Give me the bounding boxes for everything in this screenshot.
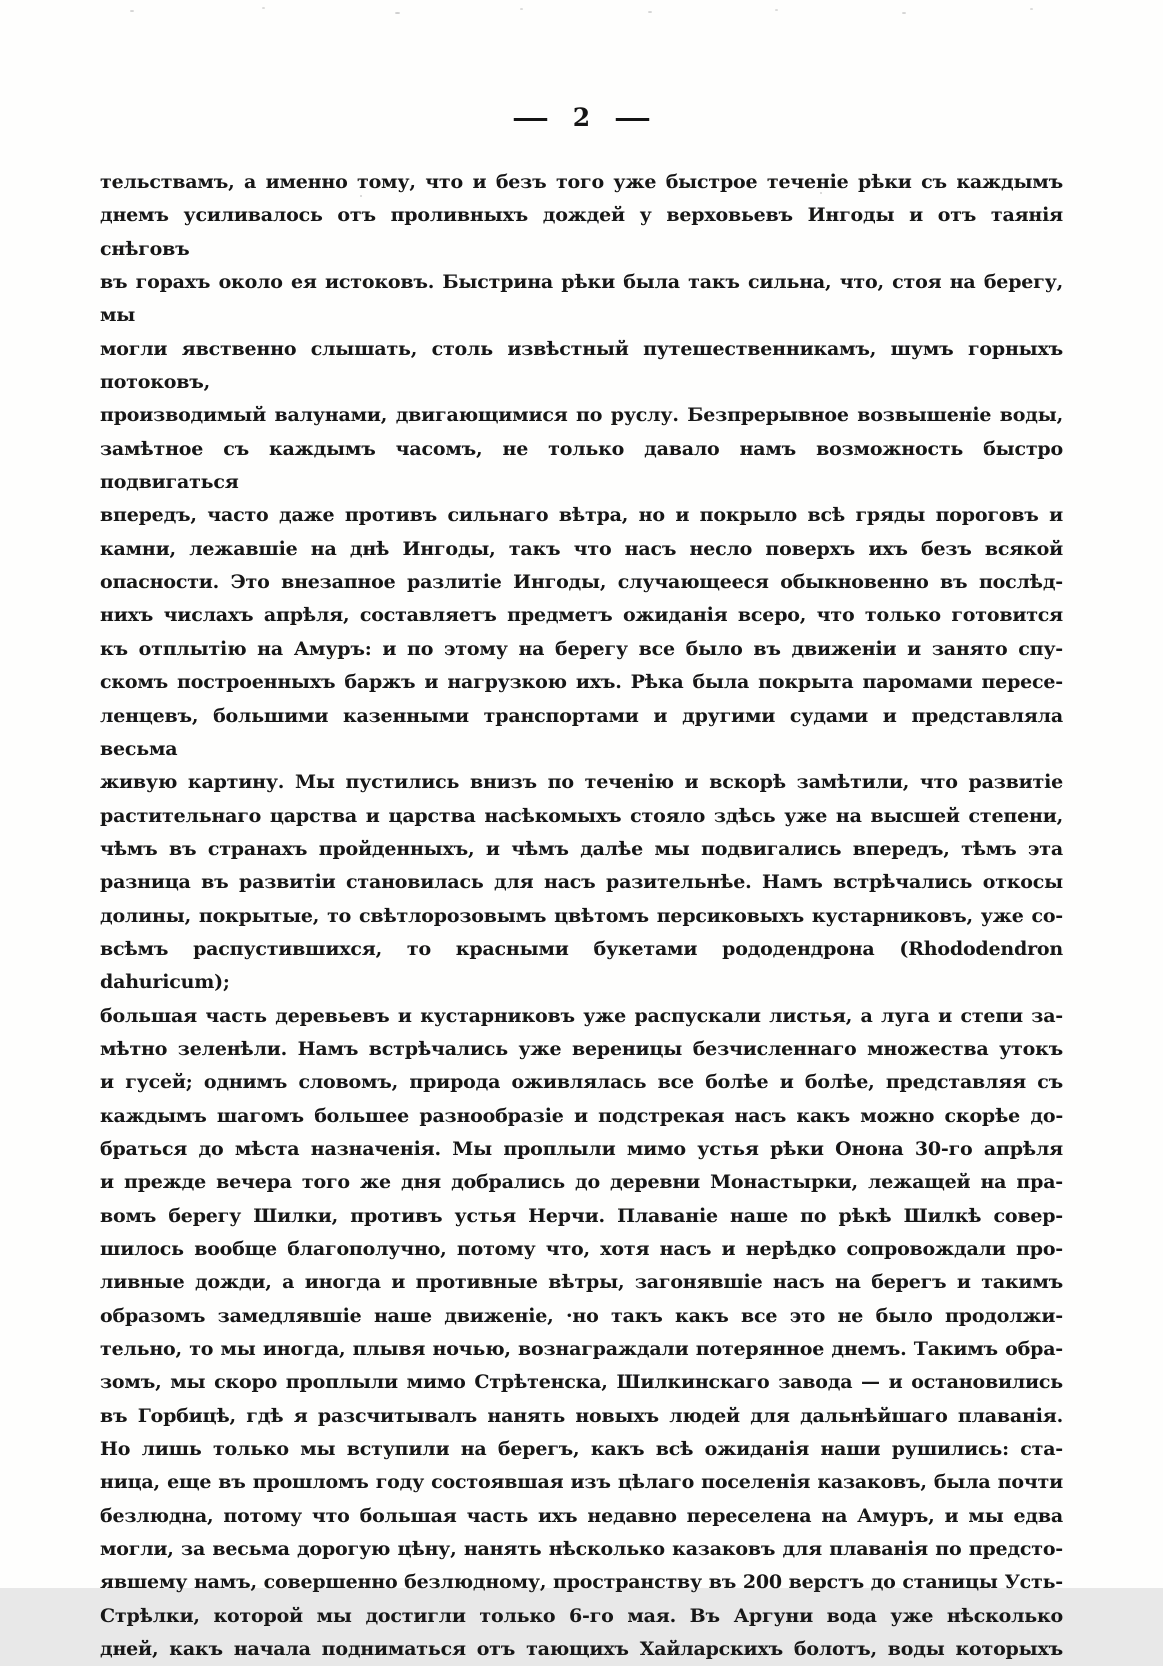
- text-line: ленцевъ, большими казенными транспортами и другими судами и представляла весьма: [100, 704, 1063, 760]
- page-header: [0, 103, 1163, 132]
- text-line: и прежде вечера того же дня добрались до деревни Монастырки, лежащей на пра-: [100, 1171, 1063, 1194]
- text-line: замѣтное съ каждымъ часомъ, не только давало намъ возможность быстро подвигаться: [100, 437, 1063, 494]
- text-line: чѣмъ въ странахъ пройденныхъ, и чѣмъ далѣе мы подвигались впередъ, тѣмъ эта: [100, 837, 1063, 860]
- text-line: браться до мѣста назначенія. Мы проплыли мимо устья рѣки Онона 30-го апрѣля: [100, 1137, 1063, 1160]
- text-line: долины, покрытые, то свѣтлорозовымъ цвѣтомъ персиковыхъ кустарниковъ, уже со-: [100, 904, 1063, 927]
- text-line: большая часть деревьевъ и кустарниковъ уже распускали листья, а луга и степи за-: [100, 1004, 1063, 1027]
- text-line: живую картину. Мы пустились внизъ по теченію и вскорѣ замѣтили, что развитіе: [100, 771, 1063, 794]
- scan-speck: [1030, 8, 1033, 10]
- text-line: производимый валунами, двигающимися по руслу. Безпрерывное возвышеніе воды,: [100, 404, 1063, 427]
- text-line: тельствамъ, а именно тому, что и безъ того уже быстрое теченіе рѣки съ каждымъ: [100, 171, 1063, 193]
- page-number: 2: [572, 103, 591, 132]
- text-line: зомъ, мы скоро проплыли мимо Стрѣтенска, Шилкинскаго завода — и остановились: [100, 1371, 1063, 1394]
- text-line: скомъ построенныхъ баржъ и нагрузкою ихъ. Рѣка была покрыта паромами пересе-: [100, 671, 1063, 694]
- text-line: дней, какъ начала подниматься отъ тающихъ Хайларскихъ болотъ, воды которыхъ: [100, 1638, 1063, 1661]
- text-line: мѣтно зеленѣли. Намъ встрѣчались уже вереницы безчисленнаго множества утокъ: [100, 1037, 1063, 1060]
- text-line: и гусей; однимъ словомъ, природа оживлялась все болѣе и болѣе, представляя съ: [100, 1071, 1063, 1094]
- text-line: ница, еще въ прошломъ году состоявшая изъ цѣлаго поселенія казаковъ, была почти: [100, 1471, 1063, 1494]
- text-line: вомъ берегу Шилки, противъ устья Нерчи. Плаваніе наше по рѣкѣ Шилкѣ совер-: [100, 1204, 1063, 1227]
- scan-speck: [775, 9, 778, 11]
- scan-speck: [520, 8, 523, 10]
- text-line: въ Горбицѣ, гдѣ я разсчитывалъ нанять новыхъ людей для дальнѣйшаго плаванія.: [100, 1404, 1063, 1427]
- text-line: тельно, то мы иногда, плывя ночью, вознаграждали потерянное днемъ. Такимъ обра-: [100, 1338, 1063, 1361]
- text-line: шилось вообще благополучно, потому что, хотя насъ и нерѣдко сопровождали про-: [100, 1238, 1063, 1260]
- text-line: могли явственно слышать, столь извѣстный путешественникамъ, шумъ горныхъ потоковъ,: [100, 337, 1063, 394]
- scan-speck: [902, 12, 906, 14]
- text-line: разница въ развитіи становилась для насъ разительнѣе. Намъ встрѣчались откосы: [100, 871, 1063, 894]
- text-line: впередъ, часто даже противъ сильнаго вѣтра, но и покрыло всѣ гряды пороговъ и: [100, 504, 1063, 527]
- page-body-text: [100, 166, 1063, 1666]
- text-line: къ отплытію на Амуръ: и по этому на берегу все было въ движеніи и занято спу-: [100, 637, 1063, 660]
- text-line: образомъ замедлявшіе наше движеніе, ·но такъ какъ все это не было продолжи-: [100, 1304, 1063, 1327]
- scan-speck: [262, 7, 265, 9]
- scan-speck: [648, 11, 652, 13]
- text-line: камни, лежавшіе на днѣ Ингоды, такъ что насъ несло поверхъ ихъ безъ всякой: [100, 537, 1063, 560]
- text-line: Стрѣлки, которой мы достигли только 6-го мая. Въ Аргуни вода уже нѣсколько: [100, 1604, 1063, 1627]
- text-line: днемъ усиливалось отъ проливныхъ дождей у верховьевъ Ингоды и отъ таянія снѣговъ: [100, 204, 1063, 260]
- text-line: Но лишь только мы вступили на берегъ, какъ всѣ ожиданія наши рушились: ста-: [100, 1438, 1063, 1461]
- text-line: могли, за весьма дорогую цѣну, нанять нѣсколько казаковъ для плаванія по предсто-: [100, 1538, 1063, 1561]
- scan-speck: [395, 12, 400, 14]
- text-line: нихъ числахъ апрѣля, составляетъ предметъ ожиданія всеро, что только готовится: [100, 604, 1063, 627]
- text-line: всѣмъ распустившихся, то красными букетами рододендрона (Rhododendron dahuricum);: [100, 937, 1063, 994]
- header-dash-left: —: [511, 103, 550, 132]
- text-line: явшему намъ, совершенно безлюдному, пространству въ 200 верстъ до станицы Усть-: [100, 1571, 1063, 1594]
- text-line: растительнаго царства и царства насѣкомыхъ стояло здѣсь уже на высшей степени,: [100, 804, 1063, 827]
- text-line: ливные дожди, а иногда и противные вѣтры, загонявшіе насъ на берегъ и такимъ: [100, 1271, 1063, 1294]
- text-line: опасности. Это внезапное разлитіе Ингоды, случающееся обыкновенно въ послѣд-: [100, 571, 1063, 594]
- scan-speck: [130, 10, 134, 12]
- text-line: безлюдна, потому что большая часть ихъ недавно переселена на Амуръ, и мы едва: [100, 1504, 1063, 1527]
- header-dash-right: —: [613, 103, 652, 132]
- text-line: въ горахъ около ея истоковъ. Быстрина рѣки была такъ сильна, что, стоя на берегу, мы: [100, 271, 1063, 327]
- text-line: каждымъ шагомъ большее разнообразіе и подстрекая насъ какъ можно скорѣе до-: [100, 1104, 1063, 1127]
